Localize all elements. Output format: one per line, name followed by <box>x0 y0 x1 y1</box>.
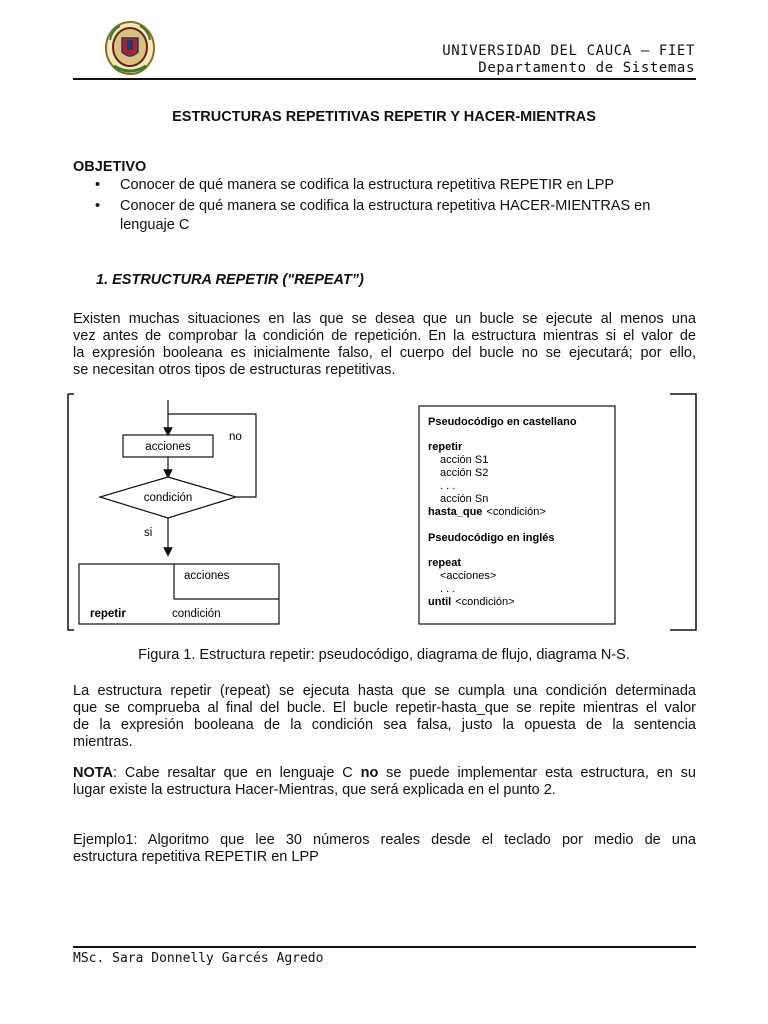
ns-actions-label: acciones <box>184 570 230 582</box>
note-paragraph <box>73 765 696 799</box>
ns-repeat-label: repetir <box>90 608 126 620</box>
note-line: NOTA: Cabe resaltar que en lenguaje C no se puede implementar esta estructura, en su <box>73 765 696 781</box>
university-crest-icon <box>104 20 156 76</box>
repeat-paragraph <box>73 683 696 751</box>
flow-no-label: no <box>229 431 242 443</box>
document-title: ESTRUCTURAS REPETITIVAS REPETIR Y HACER-MIENTRAS <box>172 109 596 125</box>
objective-heading: OBJETIVO <box>73 159 147 175</box>
paragraph-line: vez antes de comprobar la condición de repetición. En la estructura mientras si el valor de <box>73 328 696 344</box>
ns-diagram <box>79 564 279 624</box>
paragraph-line: la expresión booleana es inicialmente falso, el cuerpo del bucle no se ejecutará; por ello, <box>73 345 696 361</box>
section-heading: 1. ESTRUCTURA REPETIR ("REPEAT”) <box>96 272 364 288</box>
note-line: lugar existe la estructura Hacer-Mientras, que será explicada en el punto 2. <box>73 782 556 798</box>
paragraph-line: que se comprueba al final del bucle. El bucle repetir-hasta_que se repite mientras el valor <box>73 700 696 716</box>
pseudo-es-line: acción S2 <box>440 467 489 479</box>
pseudo-es-until: hasta_que <condición> <box>428 506 546 518</box>
objective-list <box>73 176 696 237</box>
note-bold: no <box>360 765 379 781</box>
footer-divider <box>73 946 696 948</box>
note-label: NOTA <box>73 765 114 781</box>
pseudo-en-line: <acciones> <box>440 570 497 582</box>
pseudo-es-line: . . . <box>440 480 456 492</box>
department-name: Departamento de Sistemas <box>478 60 695 76</box>
paragraph-line: de la expresión booleana de la condición sea falsa, justo la opuesta de la sentencia <box>73 717 696 733</box>
pseudo-en-heading: Pseudocódigo en inglés <box>428 532 555 544</box>
pseudo-en-line: . . . <box>440 583 456 595</box>
pseudo-es-heading: Pseudocódigo en castellano <box>428 416 577 428</box>
paragraph-line: mientras. <box>73 734 133 750</box>
list-item: • Conocer de qué manera se codifica la estructura repetitiva HACER-MIENTRAS en lenguaje C <box>73 197 696 235</box>
paragraph-line: Ejemplo1: Algoritmo que lee 30 números reales desde el teclado por medio de una <box>73 832 696 848</box>
paragraph-line: estructura repetitiva REPETIR en LPP <box>73 849 319 865</box>
example-paragraph <box>73 832 696 866</box>
list-item: • Conocer de qué manera se codifica la estructura repetitiva REPETIR en LPP <box>73 176 696 195</box>
paragraph-line: se necesitan otros tipos de estructuras repetitivas. <box>73 362 396 378</box>
pseudo-es-line: repetir <box>428 441 463 453</box>
ns-condition-label: condición <box>172 608 221 620</box>
pseudo-es-line: acción Sn <box>440 493 489 505</box>
figure-repeat-structure <box>66 392 698 632</box>
flowchart <box>100 400 256 552</box>
flow-yes-label: si <box>144 527 153 539</box>
figure-caption: Figura 1. Estructura repetir: pseudocódigo, diagrama de flujo, diagrama N-S. <box>138 647 630 663</box>
pseudocode-box <box>419 406 615 624</box>
flow-actions-label: acciones <box>145 441 191 453</box>
university-name: UNIVERSIDAD DEL CAUCA – FIET <box>442 43 695 59</box>
intro-paragraph <box>73 311 696 379</box>
paragraph-line: Existen muchas situaciones en las que se desea que un bucle se ejecute al menos una <box>73 311 696 327</box>
header-divider <box>73 78 696 80</box>
pseudo-en-line: repeat <box>428 557 462 569</box>
footer-author: MSc. Sara Donnelly Garcés Agredo <box>73 951 324 966</box>
pseudo-en-until: until <condición> <box>428 596 515 608</box>
flow-condition-label: condición <box>143 492 193 504</box>
pseudo-es-line: acción S1 <box>440 454 489 466</box>
paragraph-line: La estructura repetir (repeat) se ejecuta hasta que se cumpla una condición determinada <box>73 683 696 699</box>
